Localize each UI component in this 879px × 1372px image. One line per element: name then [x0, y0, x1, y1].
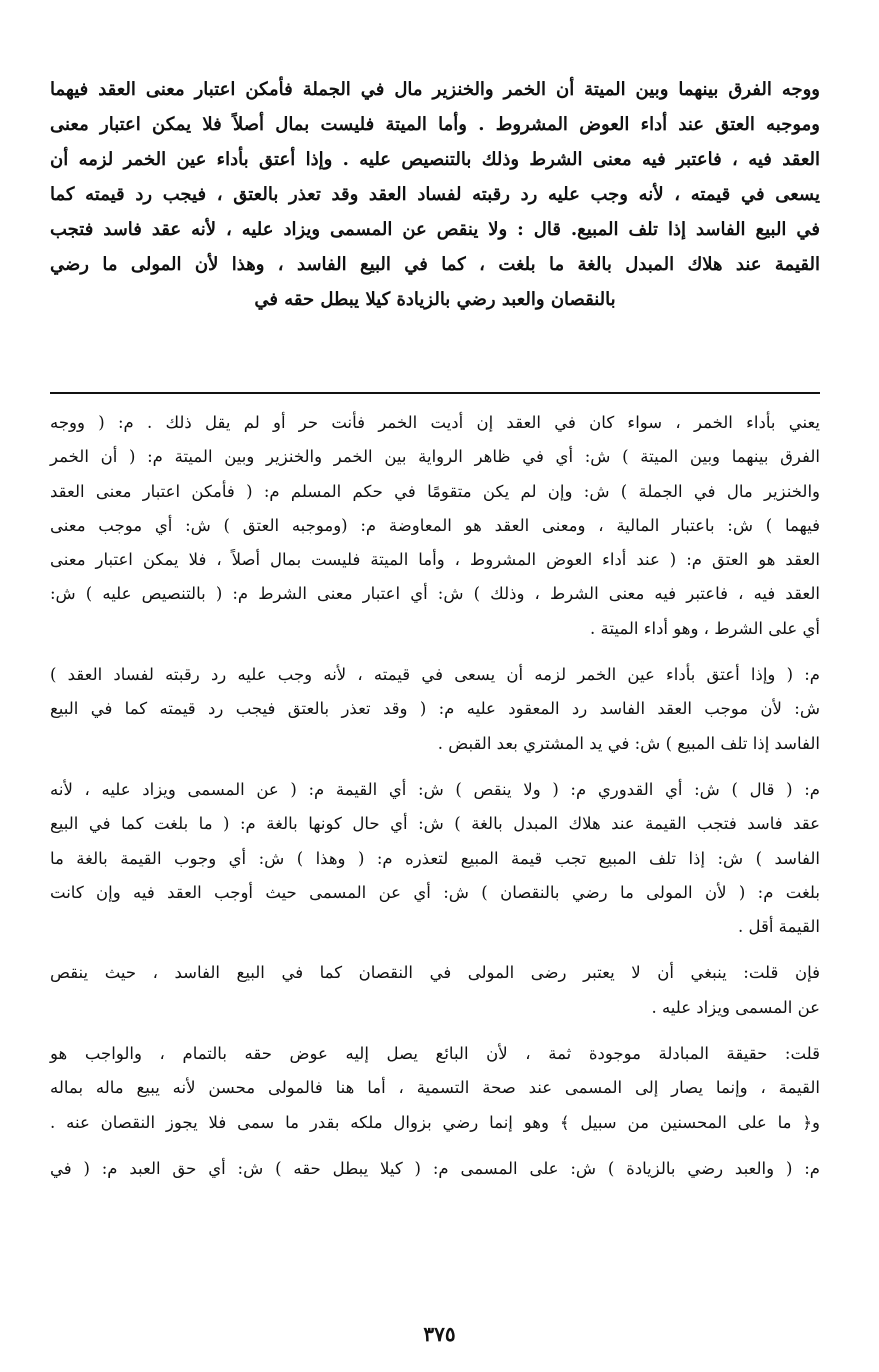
- matn-line: القيمة عند هلاك المبدل بالغة ما بلغت ، كما في البيع الفاسد ، وهذا لأن المولى ما رضي: [50, 254, 820, 275]
- matn-block: [50, 72, 820, 317]
- commentary-line: العقد فيه ، فاعتبر فيه معنى الشرط ، وذلك ) ش: أي اعتبار معنى الشرط م: ( بالتنصيص عليه ) ش:: [50, 584, 820, 604]
- commentary-line: بلغت م: ( لأن المولى ما رضي بالنقصان ) ش: أي عن المسمى حيث أوجب العقد فيه وإن كانت: [50, 882, 820, 902]
- commentary-line: الفاسد ) ش: إذا تلف المبيع تجب قيمة المبيع لتعذره م: ( وهذا ) ش: أي وجوب القيمة بالغة ما: [50, 848, 820, 868]
- commentary-line: قلت: حقيقة المبادلة موجودة ثمة ، لأن البائع يصل إليه عوض حقه بالتمام ، والواجب هو: [50, 1044, 820, 1064]
- commentary-line: يعني بأداء الخمر ، سواء كان في العقد إن أديت الخمر فأنت حر أو لم يقل ذلك . م: ( ووجه: [50, 413, 820, 432]
- matn-line: العقد فيه ، فاعتبر فيه معنى الشرط وذلك بالتنصيص عليه . وإذا أعتق بأداء عين الخمر لزمه أن: [50, 149, 820, 170]
- commentary-line: عن المسمى ويزاد عليه .: [651, 997, 820, 1017]
- commentary-line: الفرق بينهما وبين الميتة ) ش: أي في ظاهر الرواية بين الخمر والخنزير وبين الميتة م: ( أن الخمر: [50, 447, 820, 467]
- commentary-line: م: ( قال ) ش: أي القدوري م: ( ولا ينقص ) ش: أي القيمة م: ( عن المسمى ويزاد عليه ، لأنه: [50, 779, 820, 799]
- commentary-line: فإن قلت: ينبغي أن لا يعتبر رضى المولى في النقصان كما في البيع الفاسد ، حيث ينقص: [50, 963, 820, 983]
- commentary-line: و﴿ ما على المحسنين من سبيل ﴾ وهو إنما رضي بزوال ملكه بقدر ما سمى فلا يجوز النقصان عنه .: [50, 1112, 820, 1132]
- commentary-paragraph: [50, 1152, 820, 1186]
- commentary-line: م: ( وإذا أعتق بأداء عين الخمر لزمه أن يسعى في قيمته ، لأنه وجب عليه رد رقبته لفساد العقد ): [50, 665, 820, 685]
- matn-line: يسعى في قيمته ، لأنه وجب عليه رد رقبته لفساد العقد وقد تعذر بالعتق ، فيجب رد قيمته كما: [50, 184, 820, 205]
- commentary-line: العقد هو العتق م: ( عند أداء العوض المشروط ، وأما الميتة فليست بمال أصلاً ، فلا يمكن اعتبار معنى: [50, 550, 820, 570]
- commentary-line: عقد فاسد فتجب القيمة عند هلاك المبدل بالغة ) ش: أي حال كونها بالغة م: ( ما بلغت كما في البيع: [50, 814, 820, 834]
- commentary-paragraph: [50, 773, 820, 944]
- commentary-line: القيمة أقل .: [737, 917, 820, 937]
- matn-line: في البيع الفاسد إذا تلف المبيع. قال : ولا ينقص عن المسمى ويزاد عليه ، لأنه عقد فاسد فتجب: [50, 219, 820, 240]
- matn-line: بالنقصان والعبد رضي بالزيادة كيلا يبطل حقه في: [254, 289, 616, 310]
- commentary-line: والخنزير مال في الجملة ) ش: وإن لم يكن متقومًا في حكم المسلم م: ( فأمكن اعتبار معنى العقد: [50, 481, 821, 501]
- question-paragraph: [50, 956, 820, 1025]
- commentary-line: أي على الشرط ، وهو أداء الميتة .: [590, 618, 820, 638]
- answer-paragraph: [50, 1037, 820, 1140]
- commentary-line: م: ( والعبد رضي بالزيادة ) ش: على المسمى م: ( كيلا يبطل حقه ) ش: أي حق العبد م: ( في: [50, 1158, 820, 1178]
- commentary-line: القيمة ، وإنما يصار إلى المسمى عند صحة التسمية ، أما هنا فالمولى محسن لأنه يبيع ماله بماله: [50, 1078, 820, 1098]
- commentary-paragraph: [50, 658, 820, 761]
- matn-line: ووجه الفرق بينهما وبين الميتة أن الخمر والخنزير مال في الجملة فأمكن اعتبار معنى العقد فيهما: [50, 79, 820, 100]
- commentary-line: ش: لأن موجب العقد الفاسد رد المعقود عليه م: ( وقد تعذر بالعتق فيجب رد قيمته كما في البيع: [50, 699, 820, 719]
- sharh-block: [50, 406, 820, 1198]
- matn-line: وموجبه العتق عند أداء العوض المشروط . وأما الميتة فليست بمال أصلاً فلا يمكن اعتبار معنى: [50, 114, 820, 135]
- page-number: ٣٧٥: [423, 1322, 456, 1346]
- commentary-line: الفاسد إذا تلف المبيع ) ش: في يد المشتري بعد القبض .: [437, 733, 820, 753]
- commentary-paragraph: [50, 406, 820, 646]
- separator-rule: [50, 392, 820, 394]
- commentary-line: فيهما ) ش: باعتبار المالية ، ومعنى العقد هو المعاوضة م: (وموجبه العتق ) ش: أي موجب معنى: [50, 515, 820, 535]
